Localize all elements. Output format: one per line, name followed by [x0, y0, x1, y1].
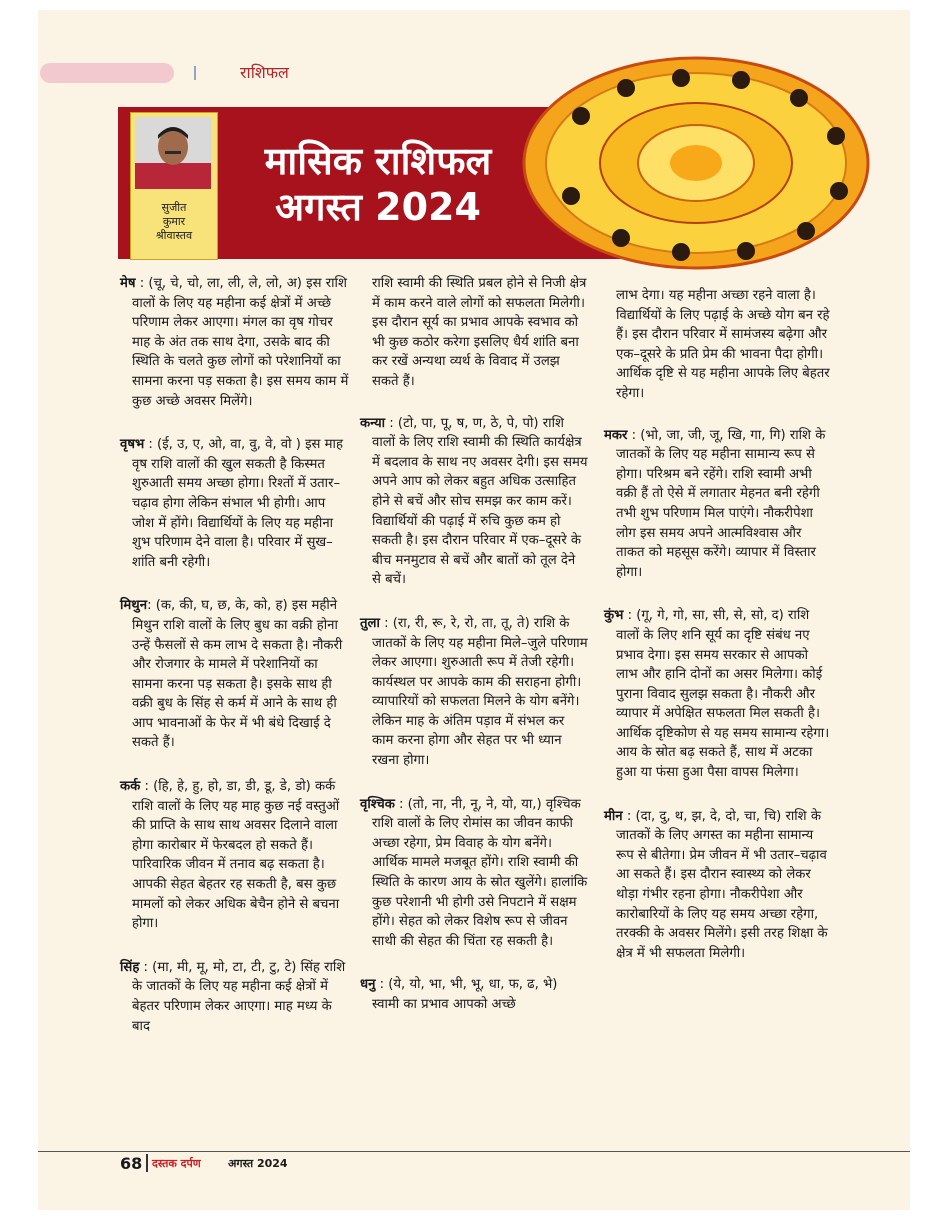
rashi-letters: : (दा, दु, थ, झ, दे, दो, चा, चि)	[622, 808, 782, 824]
rashi-name: कन्या	[360, 415, 386, 431]
rashi-text: राशि के जातकों के लिए यह महीना मिले–जुले परिणाम लेकर आएगा। शुरुआती रूप में तेजी रहेगी। कार्यस्थल पर आपके काम की सराहना होगी। व्यापारियों को सफलता मिलने के योग बनेंगे। लेकिन माह के अंतिम पड़ाव में संभल कर काम करना होगा और सेहत पर भी ध्यान रखना होगा।	[372, 615, 588, 769]
rashi-text: राशि के जातकों के लिए अगस्त का महीना सामान्य रूप से बीतेगा। प्रेम जीवन में भी उतार–चढ़ाव आ सकते हैं। इस दौरान स्वास्थ्य को लेकर थोड़ा गंभीर रहना होगा। नौकरीपेशा और कारोबारियों के लिए यह समय अच्छा रहेगा, तरक्की के अवसर मिलेंगे। इसी तरह शिक्षा के क्षेत्र में भी सफलता मिलेगी।	[616, 808, 828, 961]
header-pill-decoration	[40, 63, 174, 83]
rashi-tula	[360, 614, 588, 771]
author-first: सुजीत	[161, 201, 187, 214]
issue-date: अगस्त 2024	[228, 1157, 288, 1170]
rashi-text: कर्क राशि वालों के लिए यह माह कुछ नई वस्तुओं की प्राप्ति के साथ साथ अवसर दिलाने वाला होगा कारोबार में फेरबदल हो सकते हैं। पारिवारिक जीवन में तनाव बढ़ सकता है। आपकी सेहत बेहतर रह सकती है, बस कुछ मामलों को लेकर अधिक बेचैन होने से बचना होगा।	[132, 779, 340, 932]
rashi-singh	[120, 958, 350, 1036]
page-number: 68	[120, 1154, 143, 1173]
rashi-name: मिथुन	[120, 598, 148, 614]
rashi-name: मीन	[604, 808, 623, 824]
rashi-vrishabh	[120, 435, 350, 572]
rashi-name: कर्क	[120, 779, 141, 795]
rashi-text: इस महीने मिथुन राशि वालों के लिए बुध का वक्री होना उन्हें फैसलों से कम लाभ दे सकता है। नौकरी और रोजगार के मामले में परेशानियों का सामना करना पड़ सकता है। इसके साथ ही वक्री बुध के सिंह से कर्म में आने के साथ ही आप भावनाओं के फेर में भी बंधे दिखाई दे सकते हैं।	[132, 598, 343, 751]
rashi-name: सिंह	[120, 959, 140, 975]
rashi-meen	[604, 807, 832, 964]
rashi-name: तुला	[360, 615, 380, 631]
rashi-vrishchik	[360, 795, 588, 952]
rashi-kumbh	[604, 606, 832, 782]
zodiac-wheel-icon	[521, 56, 871, 270]
footer-separator	[146, 1154, 148, 1172]
author-portrait-icon	[135, 117, 211, 189]
rashi-text: राशि के जातकों के लिए यह महीना सामान्य रूप से होगा। परिश्रम बने रहेंगे। राशि स्वामी अभी वक्री हैं तो ऐसे में लगातार मेहनत बनी रहेगी तभी शुभ परिणाम मिल पाएंगे। नौकरीपेशा लोग इस समय अपने आत्मविश्वास और ताकत को महसूस करेंगे। व्यापार में विस्तार होगा।	[616, 427, 826, 580]
author-name	[131, 201, 217, 243]
rashi-letters: : (तो, ना, नी, नू, ने, यो, या,)	[394, 796, 542, 812]
column-2	[360, 274, 588, 1039]
rashi-letters: : (चू, चे, चो, ला, ली, ले, लो, अ)	[135, 276, 302, 291]
rashi-letters: : (हि, हे, हु, हो, डा, डी, डू, डे, डो)	[140, 779, 311, 795]
rashi-text: इस माह वृष राशि वालों की खुल सकती है किस्मत शुरुआती समय अच्छा होगा। रिश्तों में उतार–चढ़ाव होगा लेकिन संभाल भी होगी। आप जोश में होंगे। विद्यार्थियों के लिए यह महीना शुभ परिणाम देने वाला है। परिवार में सुख–शांति बनी रहेगी।	[132, 437, 343, 570]
rashi-letters: : (रा, री, रू, रे, रो, ता, तू, ते)	[379, 615, 530, 631]
magazine-page	[38, 10, 910, 1210]
rashi-text: राशि वालों के लिए शनि सूर्य का दृष्टि संबंध नए प्रभाव देगा। इस समय सरकार से आपको लाभ और हानि दोनों का असर मिलेगा। कोई पुराना विवाद सुलझ सकता है। नौकरी और व्यापार में अपेक्षित सफलता मिल सकती है। आर्थिक दृष्टिकोण से यह समय सामान्य रहेगा। आय के स्रोत बढ़ सकते हैं, साथ में अटका हुआ या फंसा हुआ पैसा वापस मिलेगा।	[616, 608, 830, 781]
rashi-name: वृषभ	[120, 437, 145, 453]
rashi-dhanu-continued: लाभ देगा। यह महीना अच्छा रहने वाला है। विद्यार्थियों के लिए पढ़ाई के अच्छे योग बन रहे हैं। इस दौरान परिवार में सामंजस्य बढ़ेगा और एक–दूसरे के प्रति प्रेम की भावना पैदा होगी। आर्थिक दृष्टि से यह महीना आपके लिए बेहतर रहेगा।	[616, 288, 830, 401]
rashi-name: कुंभ	[604, 608, 624, 624]
column-1	[120, 274, 350, 1060]
rashi-mesh	[120, 274, 350, 411]
rashi-letters: : (ई, उ, ए, ओ, वा, वु, वे, वो )	[144, 437, 301, 453]
author-box	[130, 112, 218, 260]
rashi-dhanu	[360, 975, 588, 1014]
column-3	[604, 286, 832, 987]
page-title	[218, 138, 538, 230]
section-title: राशिफल	[240, 63, 289, 82]
rashi-name: मेष	[120, 276, 136, 291]
rashi-text: स्वामी का प्रभाव आपको अच्छे	[372, 997, 516, 1012]
rashi-text: राशि वालों के लिए राशि स्वामी की स्थिति कार्यक्षेत्र में बदलाव के साथ नए अवसर देगी। इस समय अपने आप को लेकर बहुत अधिक उत्साहित होने से बचें और सोच समझ कर काम करें। विद्यार्थियों की पढ़ाई में रुचि कुछ कम हो सकती है। इस दौरान परिवार में एक–दूसरे के बीच मनमुटाव से बचें और बातों को तूल देने से बचें।	[372, 415, 588, 588]
rashi-kark	[120, 777, 350, 934]
rashi-letters: : (मा, मी, मू, मो, टा, टी, टु, टे)	[139, 959, 297, 975]
rashi-letters: : (क, की, घ, छ, के, को, ह)	[147, 598, 288, 614]
rashi-name: मकर	[604, 427, 628, 443]
magazine-logo: दस्तक दर्पण	[152, 1157, 201, 1170]
rashi-letters: : (टो, पा, पू, ष, ण, ठे, पे, पो)	[385, 415, 539, 431]
title-line-2: अगस्त 2024	[275, 185, 481, 229]
rashi-text: वृश्चिक राशि वालों के लिए रोमांस का जीवन काफी अच्छा रहेगा, प्रेम विवाह के योग बनेंगे। आर्थिक मामले मजबूत होंगे। राशि स्वामी की स्थिति के कारण आय के स्रोत खुलेंगे। हालांकि कुछ परेशानी भी होगी उसे निपटाने में सक्षम होंगे। सेहत को लेकर विशेष रूप से जीवन साथी की सेहत की चिंता रह सकती है।	[372, 796, 588, 949]
rashi-text: सिंह राशि के जातकों के लिए यह महीना कई क्षेत्रों में बेहतर परिणाम लेकर आएगा। माह मध्य के बाद	[132, 959, 346, 1034]
rashi-name: धनु	[360, 977, 376, 993]
title-line-1: मासिक राशिफल	[264, 139, 492, 183]
rashi-text: इस राशि वालों के लिए यह महीना कई क्षेत्रों में अच्छे परिणाम लेकर आएगा। मंगल का वृष गोचर माह के अंत तक साथ देगा, उसके बाद की स्थिति के चलते कुछ लोगों को परेशानियों का सामना करना पड़ सकता है। इस समय काम में कुछ अच्छे अवसर मिलेंगे।	[132, 276, 349, 409]
footer-divider	[38, 1151, 910, 1152]
rashi-name: वृश्चिक	[360, 796, 395, 812]
rashi-letters: : (गू, गे, गो, सा, सी, से, सो, द)	[623, 608, 784, 624]
rashi-letters: : (भो, जा, जी, जू, खि, गा, गि)	[627, 427, 786, 443]
rashi-singh-continued: राशि स्वामी की स्थिति प्रबल होने से निजी क्षेत्र में काम करने वाले लोगों को सफलता मिलेगी। इस दौरान सूर्य का प्रभाव आपके स्वभाव को भी कुछ कठोर करेगा इसलिए धैर्य शांति बना कर रखें अन्यथा व्यर्थ के विवाद में उलझ सकते हैं।	[372, 276, 587, 389]
rashi-makar	[604, 426, 832, 583]
author-middle: कुमार	[162, 215, 186, 228]
rashi-kanya	[360, 414, 588, 590]
rashi-letters: : (ये, यो, भा, भी, भू, धा, फ, ढ, भे)	[375, 977, 558, 993]
rashi-mithun	[120, 596, 350, 753]
author-last: श्रीवास्तव	[155, 229, 193, 242]
author-photo	[135, 117, 211, 189]
header-separator	[194, 66, 196, 80]
